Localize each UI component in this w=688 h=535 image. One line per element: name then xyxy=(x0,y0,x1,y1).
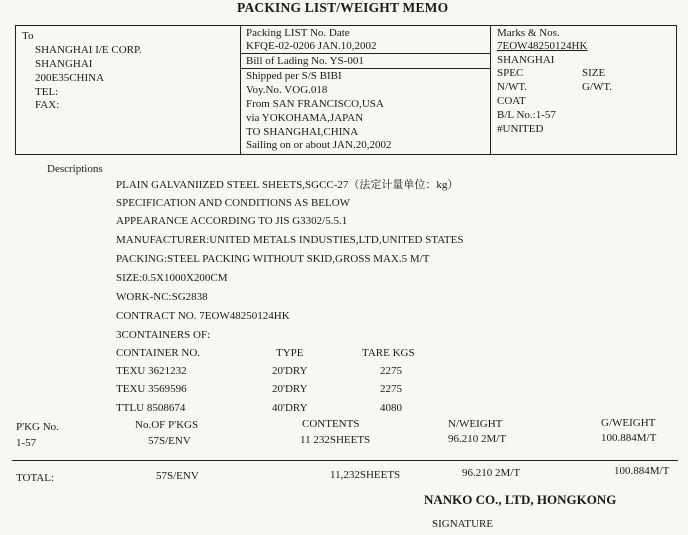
to-port: TO SHANGHAI,CHINA xyxy=(246,126,359,138)
container-type: 20'DRY xyxy=(272,365,308,377)
marks-code: 7EOW48250124HK xyxy=(497,40,588,52)
packing-list-header: Packing LIST No. Date xyxy=(246,27,350,39)
pkg-no-value: 1-57 xyxy=(16,437,37,449)
contents-value: 11 232SHEETS xyxy=(300,434,371,446)
nweight-value: 96.210 2M/T xyxy=(448,433,507,445)
description-line: SIZE:0.5X1000X200CM xyxy=(116,272,228,284)
container-no: TEXU 3621232 xyxy=(116,365,187,377)
description-line: CONTRACT NO. 7EOW48250124HK xyxy=(116,310,290,322)
packing-row-divider-2 xyxy=(240,68,491,69)
via-port: via YOKOHAMA,JAPAN xyxy=(246,112,364,124)
marks-nwt: N/WT. xyxy=(497,81,528,93)
packing-list-number-date: KFQE-02-0206 JAN.10,2002 xyxy=(246,40,377,52)
marks-bl-no: B/L No.:1-57 xyxy=(497,109,556,121)
to-address: 200E35CHINA xyxy=(35,72,105,84)
container-no-header: CONTAINER NO. xyxy=(116,347,201,359)
signature-label: SIGNATURE xyxy=(432,518,494,530)
marks-coat: COAT xyxy=(497,95,526,107)
to-fax: FAX: xyxy=(35,99,60,111)
container-tare: 4080 xyxy=(380,402,402,414)
container-tare: 2275 xyxy=(380,383,402,395)
total-divider xyxy=(12,460,678,461)
signature-company: NANKO CO., LTD, HONGKONG xyxy=(424,492,617,507)
description-line: PLAIN GALVANIIZED STEEL SHEETS,SGCC-27（法定计量单位：kg） xyxy=(116,179,459,191)
voyage-no: Voy.No. VOG.018 xyxy=(246,84,328,96)
total-nweight: 96.210 2M/T xyxy=(462,467,521,479)
container-type-header: TYPE xyxy=(276,347,304,359)
header-divider-left xyxy=(240,25,241,154)
packing-row-divider-1 xyxy=(240,53,491,54)
description-line: 3CONTAINERS OF: xyxy=(116,329,211,341)
container-no: TTLU 8508674 xyxy=(116,402,186,414)
description-line: MANUFACTURER:UNITED METALS INDUSTIES,LTD,UNITED STATES xyxy=(116,234,464,246)
to-tel: TEL: xyxy=(35,86,59,98)
nweight-header: N/WEIGHT xyxy=(448,418,503,430)
no-of-pkgs-value: 57S/ENV xyxy=(148,435,191,447)
total-contents: 11,232SHEETS xyxy=(330,469,401,481)
bill-of-lading: Bill of Lading No. YS-001 xyxy=(246,55,364,67)
marks-origin: #UNITED xyxy=(497,123,544,135)
description-line: APPEARANCE ACCORDING TO JIS G3302/5.5.1 xyxy=(116,215,348,227)
sailing-date: Sailing on or about JAN.20,2002 xyxy=(246,139,392,151)
shipped-per: Shipped per S/S BIBI xyxy=(246,70,342,82)
total-gweight: 100.884M/T xyxy=(614,465,670,477)
container-type: 40'DRY xyxy=(272,402,308,414)
descriptions-label: Descriptions xyxy=(47,163,103,175)
marks-size: SIZE xyxy=(582,67,606,79)
marks-port: SHANGHAI xyxy=(497,54,555,66)
container-tare-header: TARE KGS xyxy=(362,347,415,359)
from-port: From SAN FRANCISCO,USA xyxy=(246,98,384,110)
marks-header: Marks & Nos. xyxy=(497,27,560,39)
description-line: SPECIFICATION AND CONDITIONS AS BELOW xyxy=(116,197,351,209)
to-label: To xyxy=(22,30,34,42)
container-tare: 2275 xyxy=(380,365,402,377)
container-type: 20'DRY xyxy=(272,383,308,395)
to-company: SHANGHAI I/E CORP. xyxy=(35,44,142,56)
description-line: PACKING:STEEL PACKING WITHOUT SKID,GROSS MAX.5 M/T xyxy=(116,253,430,265)
page-title: PACKING LIST/WEIGHT MEMO xyxy=(237,0,449,15)
to-city: SHANGHAI xyxy=(35,58,93,70)
no-of-pkgs-header: No.OF P'KGS xyxy=(135,419,199,431)
gweight-header: G/WEIGHT xyxy=(601,417,656,429)
total-pkgs: 57S/ENV xyxy=(156,470,199,482)
container-no: TEXU 3569596 xyxy=(116,383,187,395)
marks-spec: SPEC xyxy=(497,67,524,79)
contents-header: CONTENTS xyxy=(302,418,360,430)
total-label: TOTAL: xyxy=(16,472,55,484)
pkg-no-header: P'KG No. xyxy=(16,421,59,433)
header-divider-right xyxy=(490,25,491,154)
marks-gwt: G/WT. xyxy=(582,81,613,93)
gweight-value: 100.884M/T xyxy=(601,432,657,444)
description-line: WORK-NC:SG2838 xyxy=(116,291,208,303)
